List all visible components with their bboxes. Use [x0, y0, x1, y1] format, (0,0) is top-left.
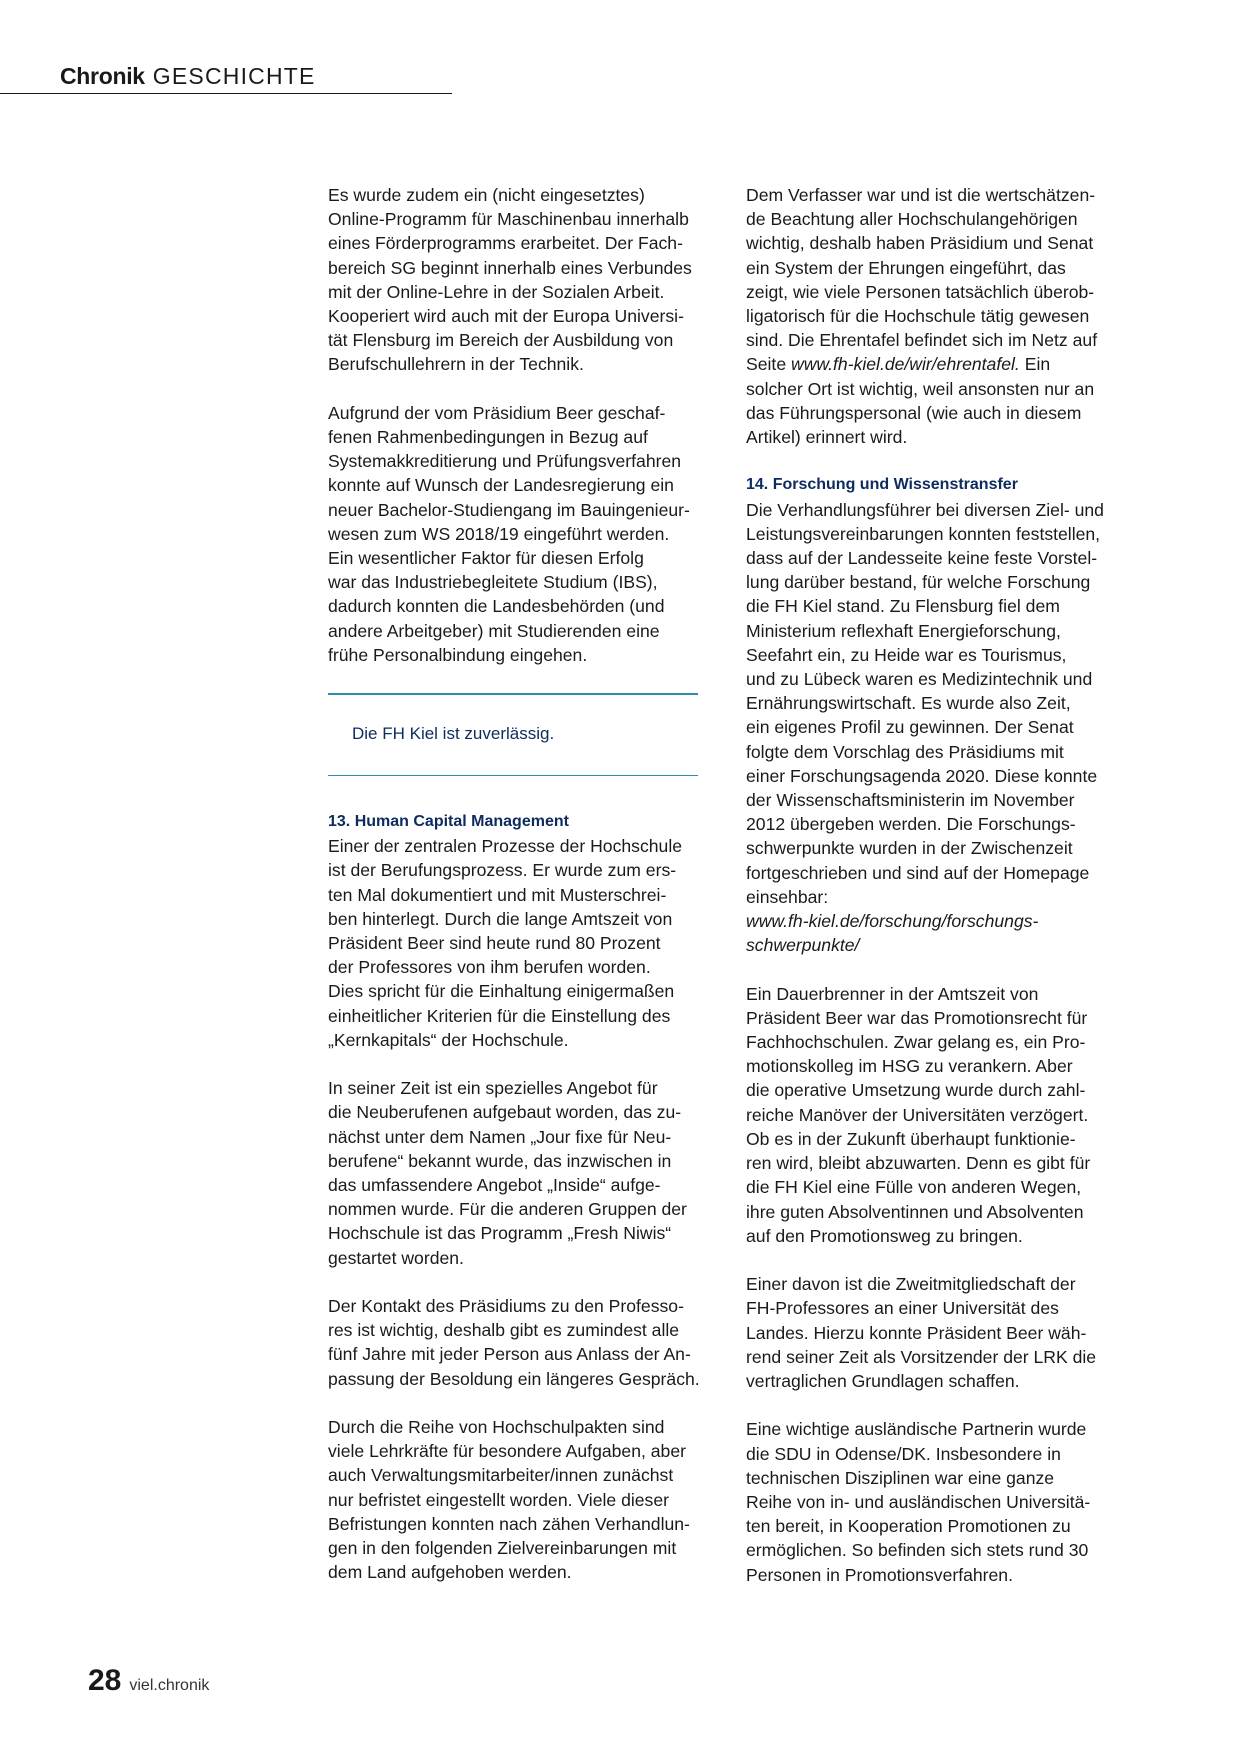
- paragraph: Durch die Reihe von Hochschulpakten sind viele Lehrkräfte für besondere Aufgaben, aber auch Verwaltungsmitarbeiter/innen zunächst nur befristet eingestellt worden. Viele dieser Befristungen konnten nach zähen Verhandlun- gen in den folgenden Zielvereinbarungen mit dem Land aufgehoben werden.: [328, 1417, 690, 1583]
- paragraph: Eine wichtige ausländische Partnerin wurde die SDU in Odense/DK. Insbesondere in technischen Disziplinen war eine ganze Reihe von in- und ausländischen Universitä- ten bereit, in Kooperation Promotionen zu ermöglichen. So befinden sich stets rund 30 Personen in Promotionsverfahren.: [746, 1419, 1091, 1585]
- ehrentafel-link[interactable]: www.fh-kiel.de/wir/ehrentafel.: [791, 354, 1020, 375]
- page-title: GESCHICHTE: [152, 63, 316, 89]
- paragraph: Die Verhandlungsführer bei diversen Ziel- und Leistungsvereinbarungen konnten feststellen, dass auf der Landesseite keine feste Vorstel- lung darüber bestand, für welche Forschung die FH Kiel stand. Zu Flensburg fiel dem Ministerium reflexhaft Energieforschung, Seefahrt ein, zu Heide war es Tourismus, und zu Lübeck waren es Medizintechnik und Ernährungswirtschaft. Es wurde also Zeit, ein eigenes Profil zu gewinnen. Der Senat folgte dem Vorschlag des Präsidiums mit einer Forschungsagenda 2020. Diese konnte der Wissenschaftsministerin im November 2012 übergeben werden. Die Forschungs- schwerpunkte wurden in der Zwischenzeit fortgeschrieben und sind auf der Homepage einsehbar:: [746, 499, 1104, 907]
- pull-quote: [328, 693, 738, 776]
- page-number: 28: [88, 1664, 122, 1697]
- paragraph: Einer davon ist die Zweitmitgliedschaft der FH-Professores an einer Universität des Landes. Hierzu konnte Präsident Beer wäh- rend seiner Zeit als Vorsitzender der LRK die vertraglichen Grundlagen schaffen.: [746, 1274, 1097, 1391]
- paragraph: Es wurde zudem ein (nicht eingesetztes) Online-Programm für Maschinenbau innerhalb eines Förderprogramms erarbeitet. Der Fach- bereich SG beginnt innerhalb eines Verbundes mit der Online-Lehre in der Sozialen Arbeit. Kooperiert wird auch mit der Europa Universi- tät Flensburg im Bereich der Ausbildung von Berufschullehrern in der Technik.: [328, 185, 692, 375]
- forschung-link[interactable]: www.fh-kiel.de/forschung/forschungs- schwerpunkte/: [746, 911, 1039, 956]
- paragraph-text: Dem Verfasser war und ist die wertschätzen- de Beachtung aller Hochschulangehörigen wichtig, deshalb haben Präsidium und Senat ein System der Ehrungen eingeführt, das zeigt, wie viele Personen tatsächlich überob- ligatorisch für die Hochschule tätig gewesen sind. Die Ehrentafel befindet sich im Netz auf Seite: [746, 185, 1098, 375]
- section-label: Chronik: [60, 63, 145, 89]
- publication-name: viel.chronik: [129, 1677, 210, 1694]
- paragraph: Der Kontakt des Präsidiums zu den Professo- res ist wichtig, deshalb gibt es zumindest alle fünf Jahre mit jeder Person aus Anlass der An- passung der Besoldung ein längeres Gespräch.: [328, 1296, 700, 1389]
- left-column: [328, 183, 738, 1609]
- page-header: [60, 62, 316, 90]
- section-heading-13: 13. Human Capital Management: [328, 813, 569, 831]
- section-heading-14: 14. Forschung und Wissenstransfer: [746, 476, 1018, 494]
- paragraph: In seiner Zeit ist ein spezielles Angebot für die Neuberufenen aufgebaut worden, das zu- nächst unter dem Namen „Jour fixe für Neu- berufene“ bekannt wurde, das inzwischen in das umfassendere Angebot „Inside“ aufge- nommen wurde. Für die anderen Gruppen der Hochschule ist das Programm „Fresh Niwis“ gestartet worden.: [328, 1078, 687, 1268]
- paragraph: Einer der zentralen Prozesse der Hochschule ist der Berufungsprozess. Er wurde zum ers- ten Mal dokumentiert und mit Musterschrei- ben hinterlegt. Durch die lange Amtszeit von Präsident Beer sind heute rund 80 Prozent der Professores von ihm berufen worden. Dies spricht für die Einhaltung einigermaßen einheitlicher Kriterien für die Einstellung des „Kernkapitals“ der Hochschule.: [328, 836, 683, 1050]
- paragraph: Ein Dauerbrenner in der Amtszeit von Präsident Beer war das Promotionsrecht für Fachhochschulen. Zwar gelang es, ein Pro- motionskolleg im HSG zu verankern. Aber die operative Umsetzung wurde durch zahl- reiche Manöver der Universitäten verzögert. Ob es in der Zukunft überhaupt funktionie- ren wird, bleibt abzuwarten. Denn es gibt für die FH Kiel eine Fülle von anderen Wegen, ihre guten Absolventinnen und Absolventen auf den Promotionsweg zu bringen.: [746, 983, 1091, 1246]
- pull-quote-rule-bottom: [328, 775, 698, 777]
- header-rule: [0, 93, 452, 94]
- paragraph: [746, 183, 1156, 449]
- right-column: [746, 183, 1156, 1611]
- paragraph-text: Ein solcher Ort ist wichtig, weil ansonsten nur an das Führungspersonal (wie auch in diesem Artikel) erinnert wird.: [746, 354, 1095, 448]
- paragraph: Aufgrund der vom Präsidium Beer geschaf- fenen Rahmenbedingungen in Bezug auf Systemakkreditierung und Prüfungsverfahren konnte auf Wunsch der Landesregierung ein neuer Bachelor-Studiengang im Bauingenieur- wesen zum WS 2018/19 eingeführt werden. Ein wesentlicher Faktor für diesen Erfolg war das Industriebegleitete Studium (IBS), dadurch konnten die Landesbehörden (und andere Arbeitgeber) mit Studierenden eine frühe Personalbindung eingehen.: [328, 402, 690, 665]
- page-footer: [88, 1664, 209, 1698]
- pull-quote-text: Die FH Kiel ist zuverlässig.: [352, 723, 555, 743]
